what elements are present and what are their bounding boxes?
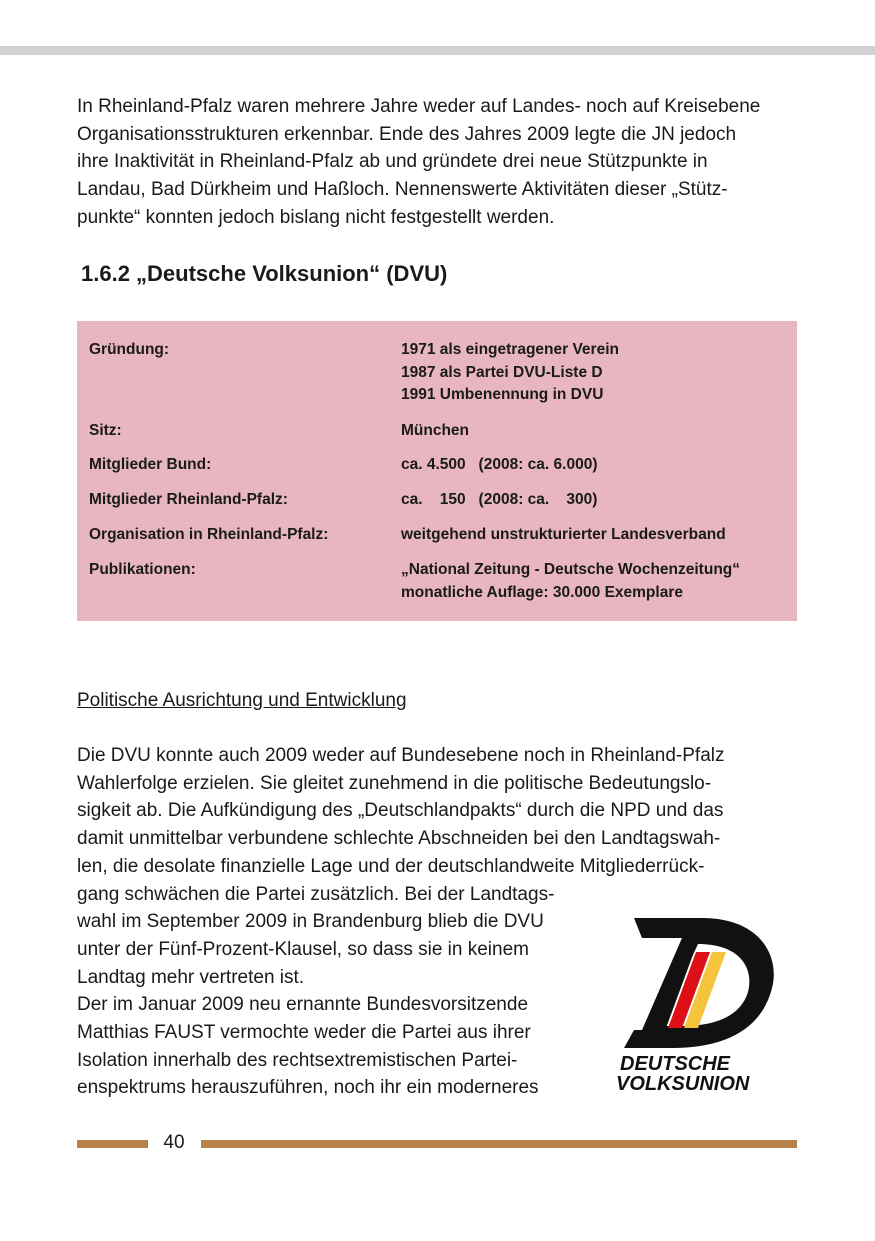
body-line: damit unmittelbar verbundene schlechte Abschneiden bei den Landtagswah- (77, 828, 721, 850)
intro-line: ihre Inaktivität in Rheinland-Pfalz ab und gründete drei neue Stützpunkte in (77, 151, 708, 173)
info-value (401, 339, 619, 407)
info-label: Mitglieder Bund: (89, 456, 212, 473)
body-line: Landtag mehr vertreten ist. (77, 966, 305, 988)
info-value-line: München (401, 422, 470, 439)
info-value-line: 1987 als Partei DVU-Liste D (401, 363, 603, 381)
info-value (401, 489, 597, 512)
info-box (77, 321, 797, 621)
footer-bar-left (77, 1140, 148, 1148)
info-value-line: monatliche Auflage: 30.000 Exemplare (401, 583, 683, 601)
page-number: 40 (163, 1132, 185, 1153)
logo-text-line2: VOLKSUNION (616, 1073, 750, 1095)
body-line: enspektrums herauszuführen, noch ihr ein moderneres (77, 1077, 539, 1099)
info-value (401, 420, 469, 443)
body-line: Die DVU konnte auch 2009 weder auf Bundesebene noch in Rheinland-Pfalz (77, 745, 725, 766)
info-value-line: „National Zeitung - Deutsche Wochenzeitung“ (401, 561, 741, 578)
top-rule (0, 46, 875, 55)
footer-bar-right (201, 1140, 797, 1148)
info-label: Organisation in Rheinland-Pfalz: (89, 526, 329, 543)
info-value (401, 524, 726, 547)
dvu-logo-icon (612, 918, 782, 1096)
info-value-line: 1971 als eingetragener Verein (401, 341, 619, 358)
info-value-line: ca. 4.500 (2008: ca. 6.000) (401, 456, 598, 473)
subheading: Politische Ausrichtung und Entwicklung (77, 690, 407, 711)
body-line: len, die desolate finanzielle Lage und der deutschlandweite Mitgliederrück- (77, 855, 705, 877)
body-line: Der im Januar 2009 neu ernannte Bundesvorsitzende (77, 994, 529, 1016)
info-label: Gründung: (89, 341, 170, 358)
section-title: 1.6.2 „Deutsche Volksunion“ (DVU) (81, 261, 448, 286)
body-line: Matthias FAUST vermochte weder die Partei aus ihrer (77, 1022, 531, 1044)
body-line: Isolation innerhalb des rechtsextremistischen Partei- (77, 1049, 518, 1071)
info-value (401, 559, 740, 604)
body-line: gang schwächen die Partei zusätzlich. Bei der Landtags- (77, 883, 555, 905)
info-value-line: weitgehend unstrukturierter Landesverband (401, 526, 726, 543)
logo-text-line1: DEUTSCHE (620, 1053, 731, 1075)
intro-line: In Rheinland-Pfalz waren mehrere Jahre weder auf Landes- noch auf Kreisebene (77, 96, 761, 117)
intro-line: punkte“ konnten jedoch bislang nicht festgestellt werden. (77, 206, 555, 228)
info-label: Publikationen: (89, 561, 196, 578)
info-value-line: ca. 150 (2008: ca. 300) (401, 491, 598, 508)
dvu-logo (612, 918, 782, 1096)
info-value-line: 1991 Umbenennung in DVU (401, 386, 604, 403)
info-label: Sitz: (89, 422, 122, 439)
body-line: unter der Fünf-Prozent-Klausel, so dass sie in keinem (77, 938, 529, 960)
info-label: Mitglieder Rheinland-Pfalz: (89, 491, 288, 508)
intro-line: Organisationsstrukturen erkennbar. Ende des Jahres 2009 legte die JN jedoch (77, 123, 737, 145)
body-line: sigkeit ab. Die Aufkündigung des „Deutschlandpakts“ durch die NPD und das (77, 800, 724, 822)
intro-line: Landau, Bad Dürkheim und Haßloch. Nennenswerte Aktivitäten dieser „Stütz- (77, 179, 728, 201)
body-line: Wahlerfolge erzielen. Sie gleitet zunehmend in die politische Bedeutungslo- (77, 772, 712, 794)
intro-paragraph (77, 93, 797, 232)
body-line: wahl im September 2009 in Brandenburg blieb die DVU (77, 911, 544, 933)
info-value (401, 454, 597, 477)
